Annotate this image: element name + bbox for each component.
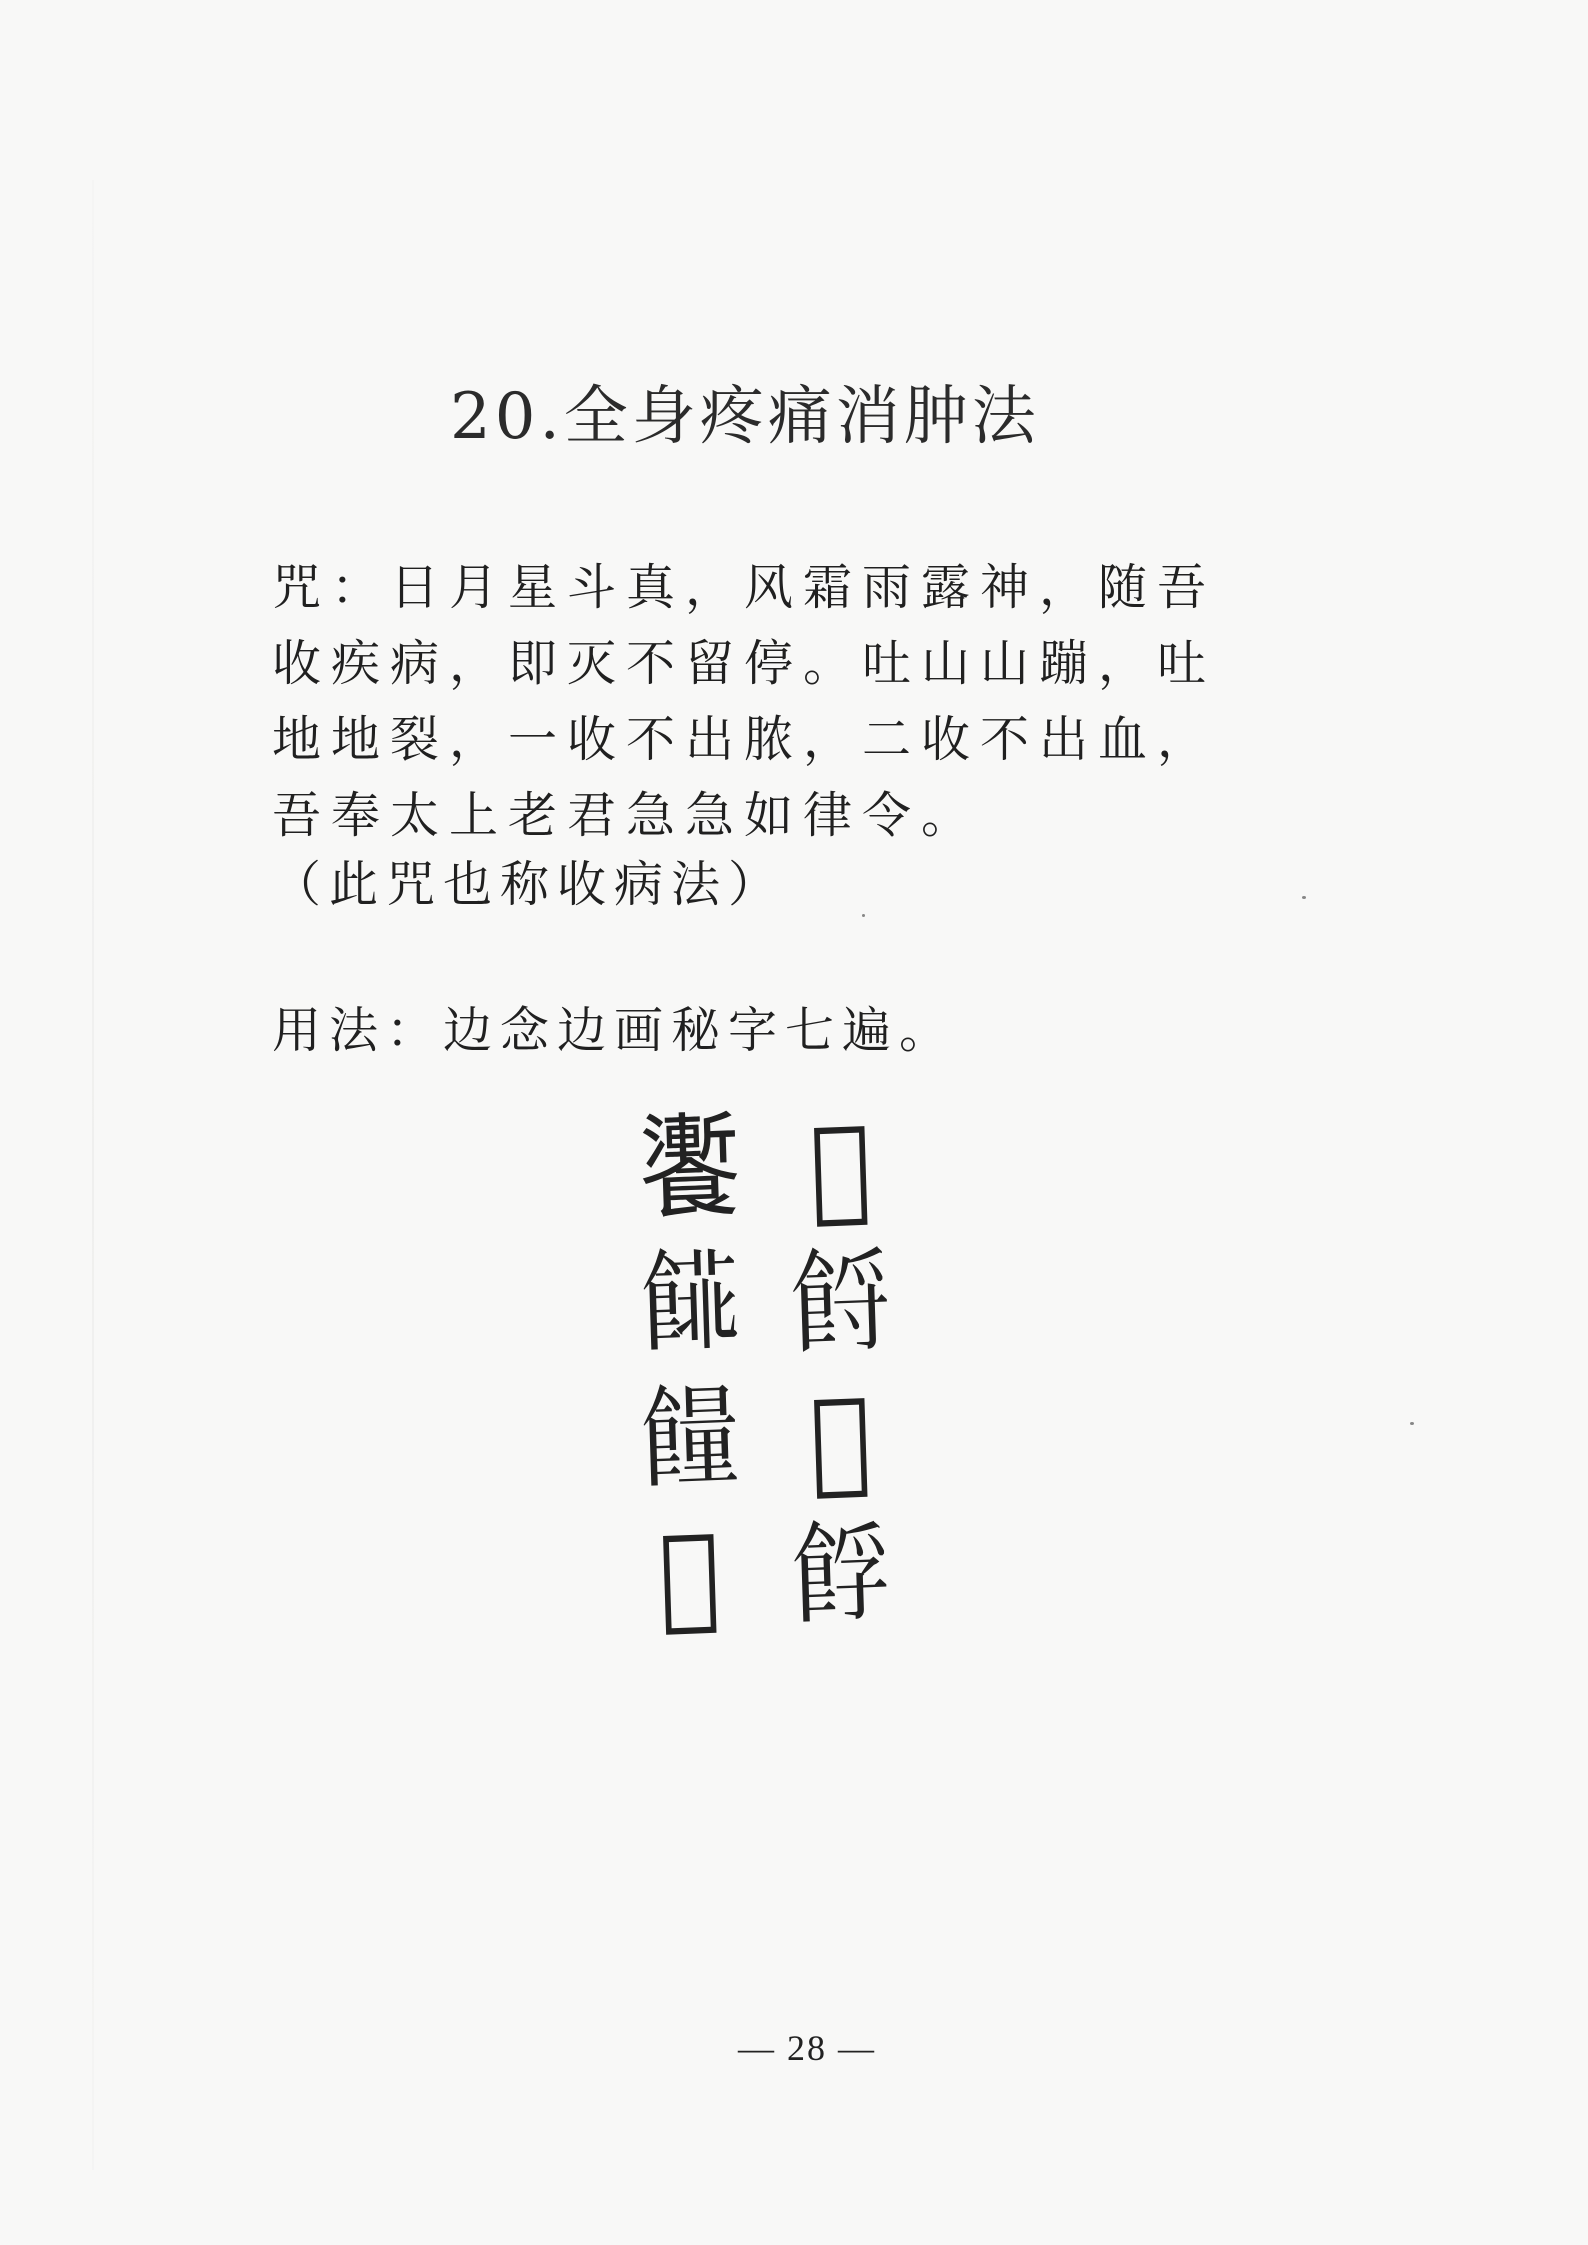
talisman-character: 𩛞	[788, 1509, 893, 1643]
scan-speck	[1410, 1422, 1414, 1425]
talisman-character: 𩟗	[637, 1101, 742, 1235]
section-title: 20.全身疼痛消肿法	[450, 380, 1040, 454]
scan-shadow-edge	[92, 180, 94, 2170]
incantation-note: （此咒也称收病法）	[272, 856, 786, 913]
usage-instruction: 用法：边念边画秘字七遍。	[272, 1002, 957, 1059]
page-number: — 28 —	[738, 2028, 876, 2068]
talisman-character: 𩛝	[788, 1237, 893, 1371]
scan-speck	[1302, 896, 1306, 899]
scan-speck	[862, 914, 865, 917]
incantation-text: 咒：日月星斗真，风霜雨露神，随吾收疾病，即灭不留停。吐山山蹦，吐地地裂，一收不出脓，二收不出血，吾奉太上老君急急如律令。	[272, 559, 1217, 844]
talisman-character: 𩞯	[637, 1373, 742, 1507]
talisman-character: 𩠀	[657, 1509, 722, 1643]
talisman-figure	[620, 1100, 910, 1660]
talisman-character: 𩞴	[808, 1373, 873, 1507]
talisman-character: 𩠇	[808, 1101, 873, 1235]
talisman-character: 𩝨	[637, 1237, 742, 1371]
